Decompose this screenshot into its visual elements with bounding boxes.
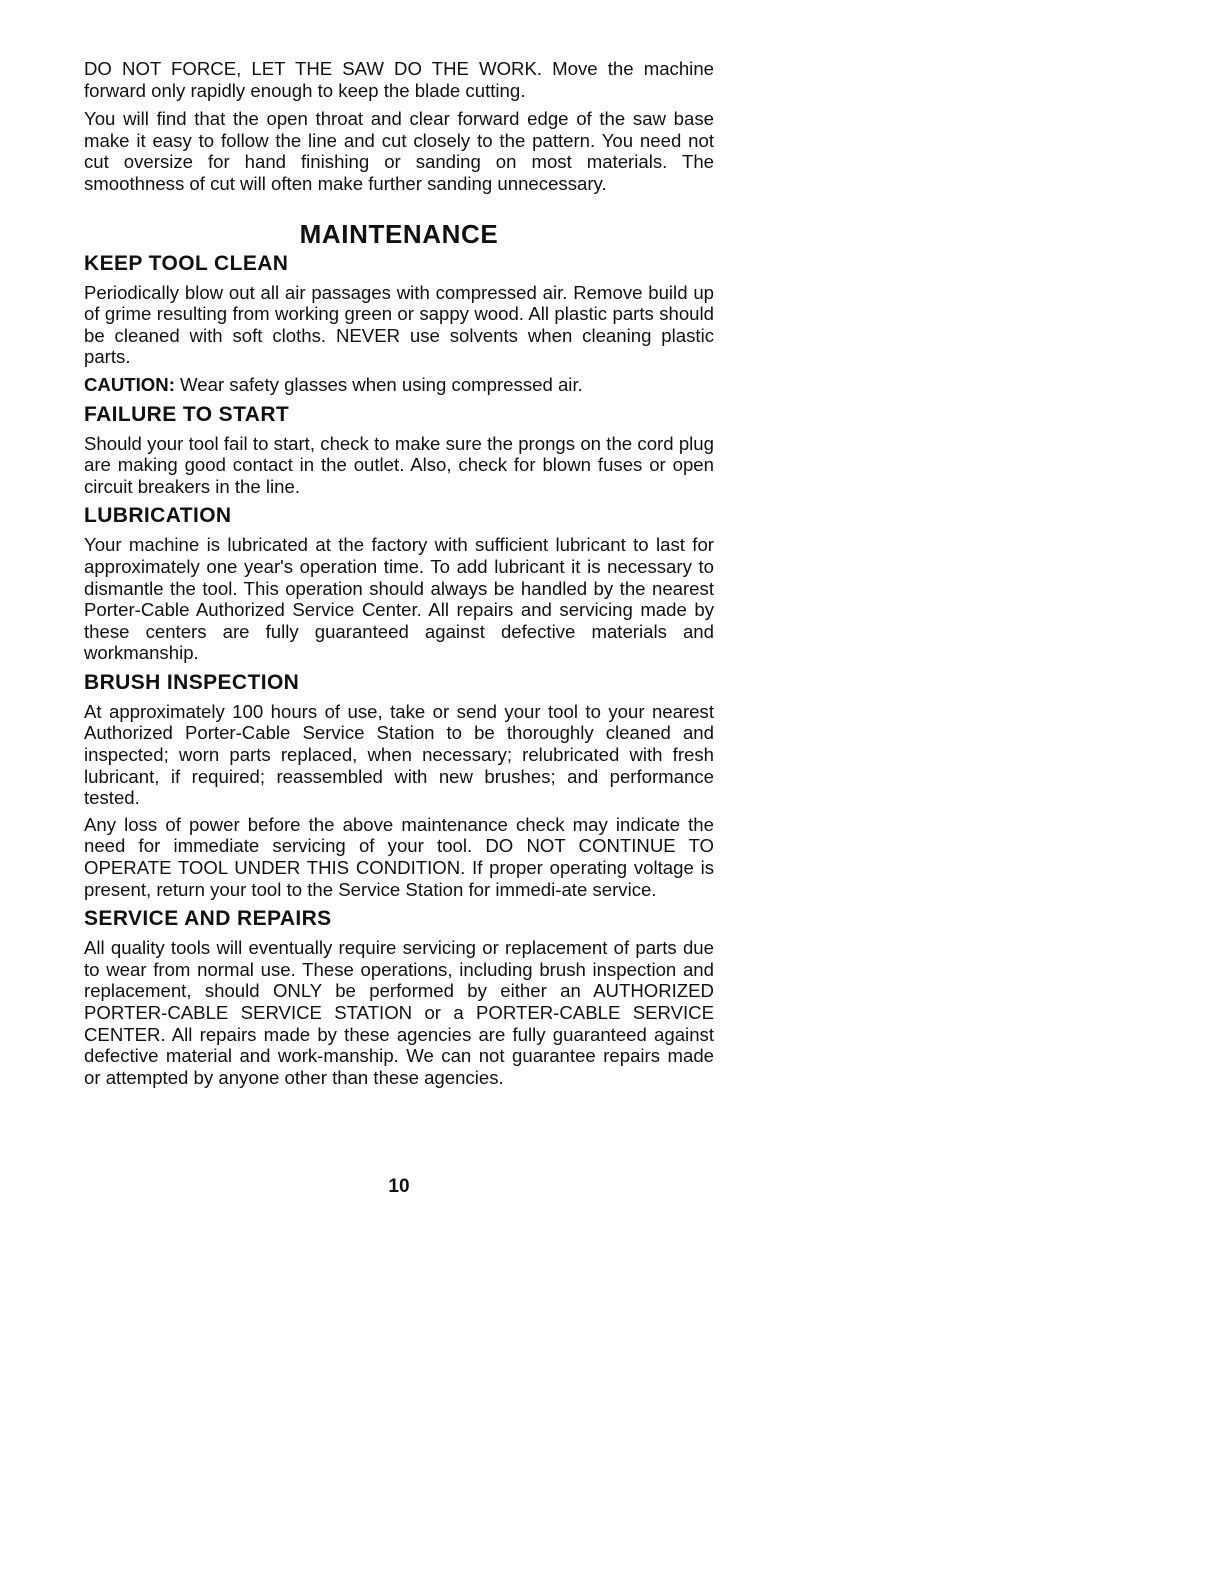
paragraph-brush-inspection: At approximately 100 hours of use, take or send your tool to your nearest Authorized Porter-Cable Service Station to be thoroughly cleaned and inspected; worn parts replaced, when necessary; relubricated with fresh lubricant, if required; reassembled with new brushes; and performance tested. — [84, 700, 714, 809]
paragraph-service-and-repairs: All quality tools will eventually require servicing or replacement of parts due to wear from normal use. These operations, including brush inspection and replacement, should ONLY be performed by either an AUTHORIZED PORTER-CABLE SERVICE STATION or a PORTER-CABLE SERVICE CENTER. All repairs made by these agencies are fully guaranteed against defective material and work-manship. We can not guarantee repairs made or attempted by anyone other than these agencies. — [84, 937, 714, 1088]
manual-page — [84, 58, 714, 1088]
paragraph-keep-tool-clean: Periodically blow out all air passages with compressed air. Remove build up of grime resulting from working green or sappy wood. All plastic parts should be cleaned with soft cloths. NEVER use solvents when cleaning plastic parts. — [84, 281, 714, 368]
caution-text: Wear safety glasses when using compressed air. — [174, 373, 583, 395]
intro-paragraph-throat: You will find that the open throat and clear forward edge of the saw base make it easy to follow the line and cut closely to the pattern. You need not cut oversize for hand finishing or sanding on most materials. The smoothness of cut will often make further sanding unnecessary. — [84, 108, 714, 194]
caution-note — [84, 374, 714, 396]
heading-keep-tool-clean: KEEP TOOL CLEAN — [84, 251, 289, 275]
heading-service-and-repairs: SERVICE AND REPAIRS — [84, 907, 332, 931]
intro-paragraph-force: DO NOT FORCE, LET THE SAW DO THE WORK. Move the machine forward only rapidly enough to keep the blade cutting. — [84, 58, 714, 101]
paragraph-lubrication: Your machine is lubricated at the factory with sufficient lubricant to last for approximately one year's operation time. To add lubricant it is necessary to dismantle the tool. This operation should always be handled by the nearest Porter-Cable Authorized Service Center. All repairs and servicing made by these centers are fully guaranteed against defective materials and workmanship. — [84, 534, 714, 664]
section-title-maintenance: MAINTENANCE — [299, 218, 499, 249]
page-number: 10 — [388, 1176, 410, 1197]
paragraph-failure-to-start: Should your tool fail to start, check to make sure the prongs on the cord plug are making good contact in the outlet. Also, check for blown fuses or open circuit breakers in the line. — [84, 432, 714, 497]
heading-brush-inspection: BRUSH INSPECTION — [84, 670, 300, 694]
paragraph-loss-of-power: Any loss of power before the above maintenance check may indicate the need for immediate servicing of your tool. DO NOT CONTINUE TO OPERATE TOOL UNDER THIS CONDITION. If proper operating voltage is present, return your tool to the Service Station for immedi-ate service. — [84, 813, 714, 900]
heading-lubrication: LUBRICATION — [84, 504, 232, 528]
caution-label: CAUTION: — [84, 373, 175, 395]
heading-failure-to-start: FAILURE TO START — [84, 402, 290, 426]
